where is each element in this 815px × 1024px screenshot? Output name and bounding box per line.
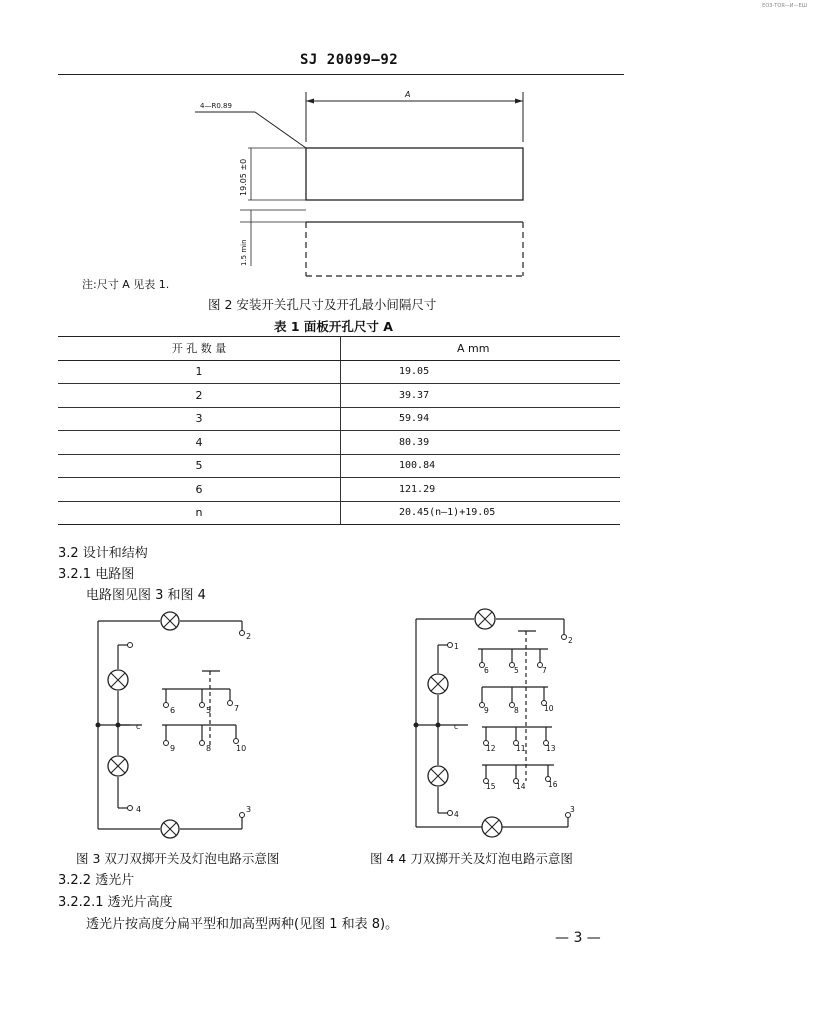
fig2-dim-a: A [405,90,411,99]
fig3-terminal-2: 2 [246,632,252,641]
fig4-terminal-c: c [454,722,459,731]
fig4-terminal-7: 7 [542,666,547,675]
figure-3-circuit [90,605,270,845]
fig3-terminal-4: 4 [136,805,142,814]
table-row [58,478,620,502]
fig4-terminal-12: 12 [486,744,496,753]
fig4-terminal-14: 14 [516,782,526,791]
fig2-note: 注:尺寸 A 见表 1. [82,278,170,291]
table1-caption: 表 1 面板开孔尺寸 A [274,319,393,334]
fig4-caption: 图 4 4 刀双掷开关及灯泡电路示意图 [370,851,573,866]
section-3-2-heading: 3.2 设计和结构 [58,546,148,561]
cell-a: 80.39 [341,431,621,455]
fig4-terminal-9: 9 [484,706,489,715]
fig4-terminal-3: 3 [570,805,575,814]
corner-mark: ЕОЗ-ТОЯ—И—ЕШ [762,3,807,9]
fig4-terminal-8: 8 [514,706,519,715]
fig4-terminal-10: 10 [544,704,554,713]
paragraph-transparency-height: 透光片按高度分扁平型和加高型两种(见图 1 和表 8)。 [86,917,399,932]
section-3-2-2-1-heading: 3.2.2.1 透光片高度 [58,895,173,910]
cell-a: 121.29 [341,478,621,502]
fig2-radius-label: 4—R0.89 [200,102,232,110]
cell-count: 2 [58,384,341,408]
fig3-terminal-8: 8 [206,744,212,753]
table-header-row [58,337,620,361]
figure-2-drawing [0,0,815,300]
fig4-terminal-15: 15 [486,782,496,791]
fig4-terminal-16: 16 [548,780,558,789]
fig4-terminal-2: 2 [568,636,573,645]
fig4-terminal-13: 13 [546,744,556,753]
fig3-terminal-10: 10 [236,744,247,753]
fig3-terminal-c: c [136,722,141,731]
cell-count: 5 [58,454,341,478]
table-1 [58,336,620,525]
document-code: SJ 20099—92 [300,52,399,68]
cell-a: 39.37 [341,384,621,408]
fig3-caption: 图 3 双刀双掷开关及灯泡电路示意图 [76,851,280,866]
section-3-2-1-heading: 3.2.1 电路图 [58,567,135,582]
cell-a: 100.84 [341,454,621,478]
cell-a: 19.05 [341,360,621,384]
paragraph-circuit-ref: 电路图见图 3 和图 4 [86,588,206,603]
fig3-terminal-7: 7 [234,704,240,713]
fig3-terminal-6: 6 [170,706,176,715]
table-row [58,501,620,525]
page-number: — 3 — [555,930,601,946]
fig4-terminal-5: 5 [514,666,519,675]
fig4-terminal-4: 4 [454,810,459,819]
cell-count: 1 [58,360,341,384]
figure-4-circuit [408,605,588,845]
fig3-terminal-3: 3 [246,805,252,814]
section-3-2-2-heading: 3.2.2 透光片 [58,873,135,888]
table-row [58,384,620,408]
fig4-terminal-1: 1 [454,642,459,651]
table-row [58,407,620,431]
table-row [58,360,620,384]
table-row [58,431,620,455]
table-row [58,454,620,478]
fig4-terminal-11: 11 [516,744,526,753]
col-header-a: A mm [341,337,621,361]
col-header-count: 开 孔 数 量 [58,337,341,361]
cell-a: 20.45(n—1)+19.05 [341,501,621,525]
fig2-caption: 图 2 安装开关孔尺寸及开孔最小间隔尺寸 [208,297,437,312]
fig3-terminal-5: 5 [206,706,212,715]
fig2-dim-gap: 1.5 min [240,239,248,266]
cell-count: n [58,501,341,525]
fig4-terminal-6: 6 [484,666,489,675]
cell-count: 6 [58,478,341,502]
fig2-dim-height: 19.05 ±0 [239,158,248,196]
cell-a: 59.94 [341,407,621,431]
cell-count: 4 [58,431,341,455]
cell-count: 3 [58,407,341,431]
fig3-terminal-9: 9 [170,744,176,753]
